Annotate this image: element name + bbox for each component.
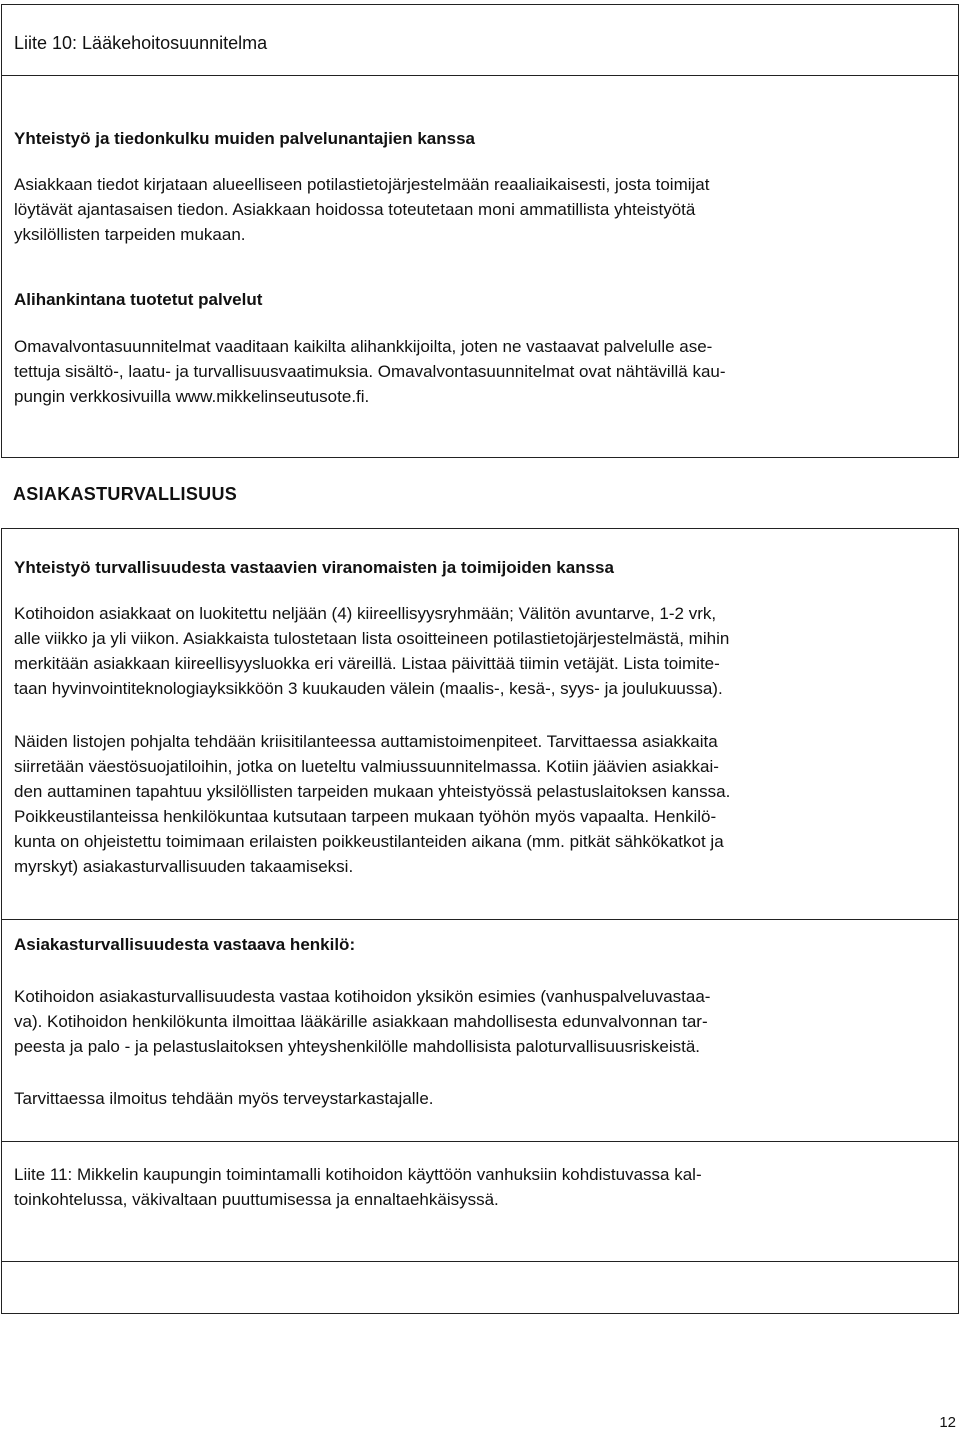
turvallisuus-p2-line-2: siirretään väestösuojatiloihin, jotka on lueteltu valmiussuunnitelmassa. Kotiin jäävien asiakkai-	[14, 757, 719, 776]
vastaava-p1-line-1: Kotihoidon asiakasturvallisuudesta vastaa kotihoidon yksikön esimies (vanhuspalveluvastaa-	[14, 987, 711, 1006]
alihankinta-line-3: pungin verkkosivuilla www.mikkelinseutusote.fi.	[14, 387, 370, 406]
turvallisuus-p2-line-3: den auttaminen tapahtuu yksilöllisten tarpeiden mukaan yhteistyössä pelastuslaitoksen kanssa.	[14, 782, 731, 801]
turvallisuus-p1-line-2: alle viikko ja yli viikon. Asiakkaista tulostetaan lista osoitteineen potilastietojärjestelmästä, mihin	[14, 629, 730, 648]
empty-box	[1, 1262, 959, 1314]
turvallisuus-p2-line-1: Näiden listojen pohjalta tehdään kriisitilanteessa auttamistoimenpiteet. Tarvittaessa asiakkaita	[14, 732, 718, 751]
vastaava-box	[1, 920, 959, 1142]
page-number: 12	[939, 1414, 956, 1431]
turvallisuus-heading: Yhteistyö turvallisuudesta vastaavien viranomaisten ja toimijoiden kanssa	[14, 558, 614, 577]
yhteistyo-line-3: yksilöllisten tarpeiden mukaan.	[14, 225, 246, 244]
turvallisuus-p1-line-3: merkitään asiakkaan kiireellisyysluokka eri väreillä. Listaa päivittää tiimin vetäjät. Lista toimite-	[14, 654, 720, 673]
liite10-box	[1, 4, 959, 76]
turvallisuus-p1-line-1: Kotihoidon asiakkaat on luokitettu neljään (4) kiireellisyysryhmään; Välitön avuntarve, 1-2 vrk,	[14, 604, 717, 623]
turvallisuus-p2-line-6: myrskyt) asiakasturvallisuuden takaamiseksi.	[14, 857, 354, 876]
vastaava-p1-line-3: peesta ja palo - ja pelastuslaitoksen yhteyshenkilölle mahdollisista paloturvallisuusriskeistä.	[14, 1037, 701, 1056]
liite10-title: Liite 10: Lääkehoitosuunnitelma	[14, 33, 268, 53]
yhteistyo-line-2: löytävät ajantasaisen tiedon. Asiakkaan hoidossa toteutetaan moni ammatillista yhteistyötä	[14, 200, 696, 219]
liite11-line-2: toinkohtelussa, väkivaltaan puuttumisessa ja ennaltaehkäisyssä.	[14, 1190, 499, 1209]
alihankinta-heading: Alihankintana tuotetut palvelut	[14, 290, 263, 309]
vastaava-p2: Tarvittaessa ilmoitus tehdään myös terveystarkastajalle.	[14, 1089, 434, 1108]
turvallisuus-p2-line-5: kunta on ohjeistettu toimimaan erilaisten poikkeustilanteiden aikana (mm. pitkät sähkökatkot ja	[14, 832, 724, 851]
liite11-box	[1, 1142, 959, 1262]
asiakasturvallisuus-title: ASIAKASTURVALLISUUS	[13, 484, 238, 504]
yhteistyo-box	[1, 76, 959, 458]
yhteistyo-heading: Yhteistyö ja tiedonkulku muiden palvelunantajien kanssa	[14, 129, 476, 148]
vastaava-heading: Asiakasturvallisuudesta vastaava henkilö:	[14, 935, 356, 954]
turvallisuus-p1-line-4: taan hyvinvointiteknologiayksikköön 3 kuukauden välein (maalis-, kesä-, syys- ja joulukuussa).	[14, 679, 723, 698]
liite11-line-1: Liite 11: Mikkelin kaupungin toimintamalli kotihoidon käyttöön vanhuksiin kohdistuvassa kal-	[14, 1165, 702, 1184]
alihankinta-line-2: tettuja sisältö-, laatu- ja turvallisuusvaatimuksia. Omavalvontasuunnitelmat ovat nähtävillä kau-	[14, 362, 726, 381]
turvallisuus-p2-line-4: Poikkeustilanteissa henkilökuntaa kutsutaan tarpeen mukaan työhön myös vapaalta. Henkilö-	[14, 807, 717, 826]
yhteistyo-line-1: Asiakkaan tiedot kirjataan alueelliseen potilastietojärjestelmään reaaliaikaisesti, josta toimijat	[14, 175, 710, 194]
alihankinta-line-1: Omavalvontasuunnitelmat vaaditaan kaikilta alihankkijoilta, joten ne vastaavat palvelulle ase-	[14, 337, 713, 356]
asiakasturvallisuus-box	[1, 528, 959, 920]
vastaava-p1-line-2: va). Kotihoidon henkilökunta ilmoittaa lääkärille asiakkaan mahdollisesta edunvalvonnan tar-	[14, 1012, 708, 1031]
